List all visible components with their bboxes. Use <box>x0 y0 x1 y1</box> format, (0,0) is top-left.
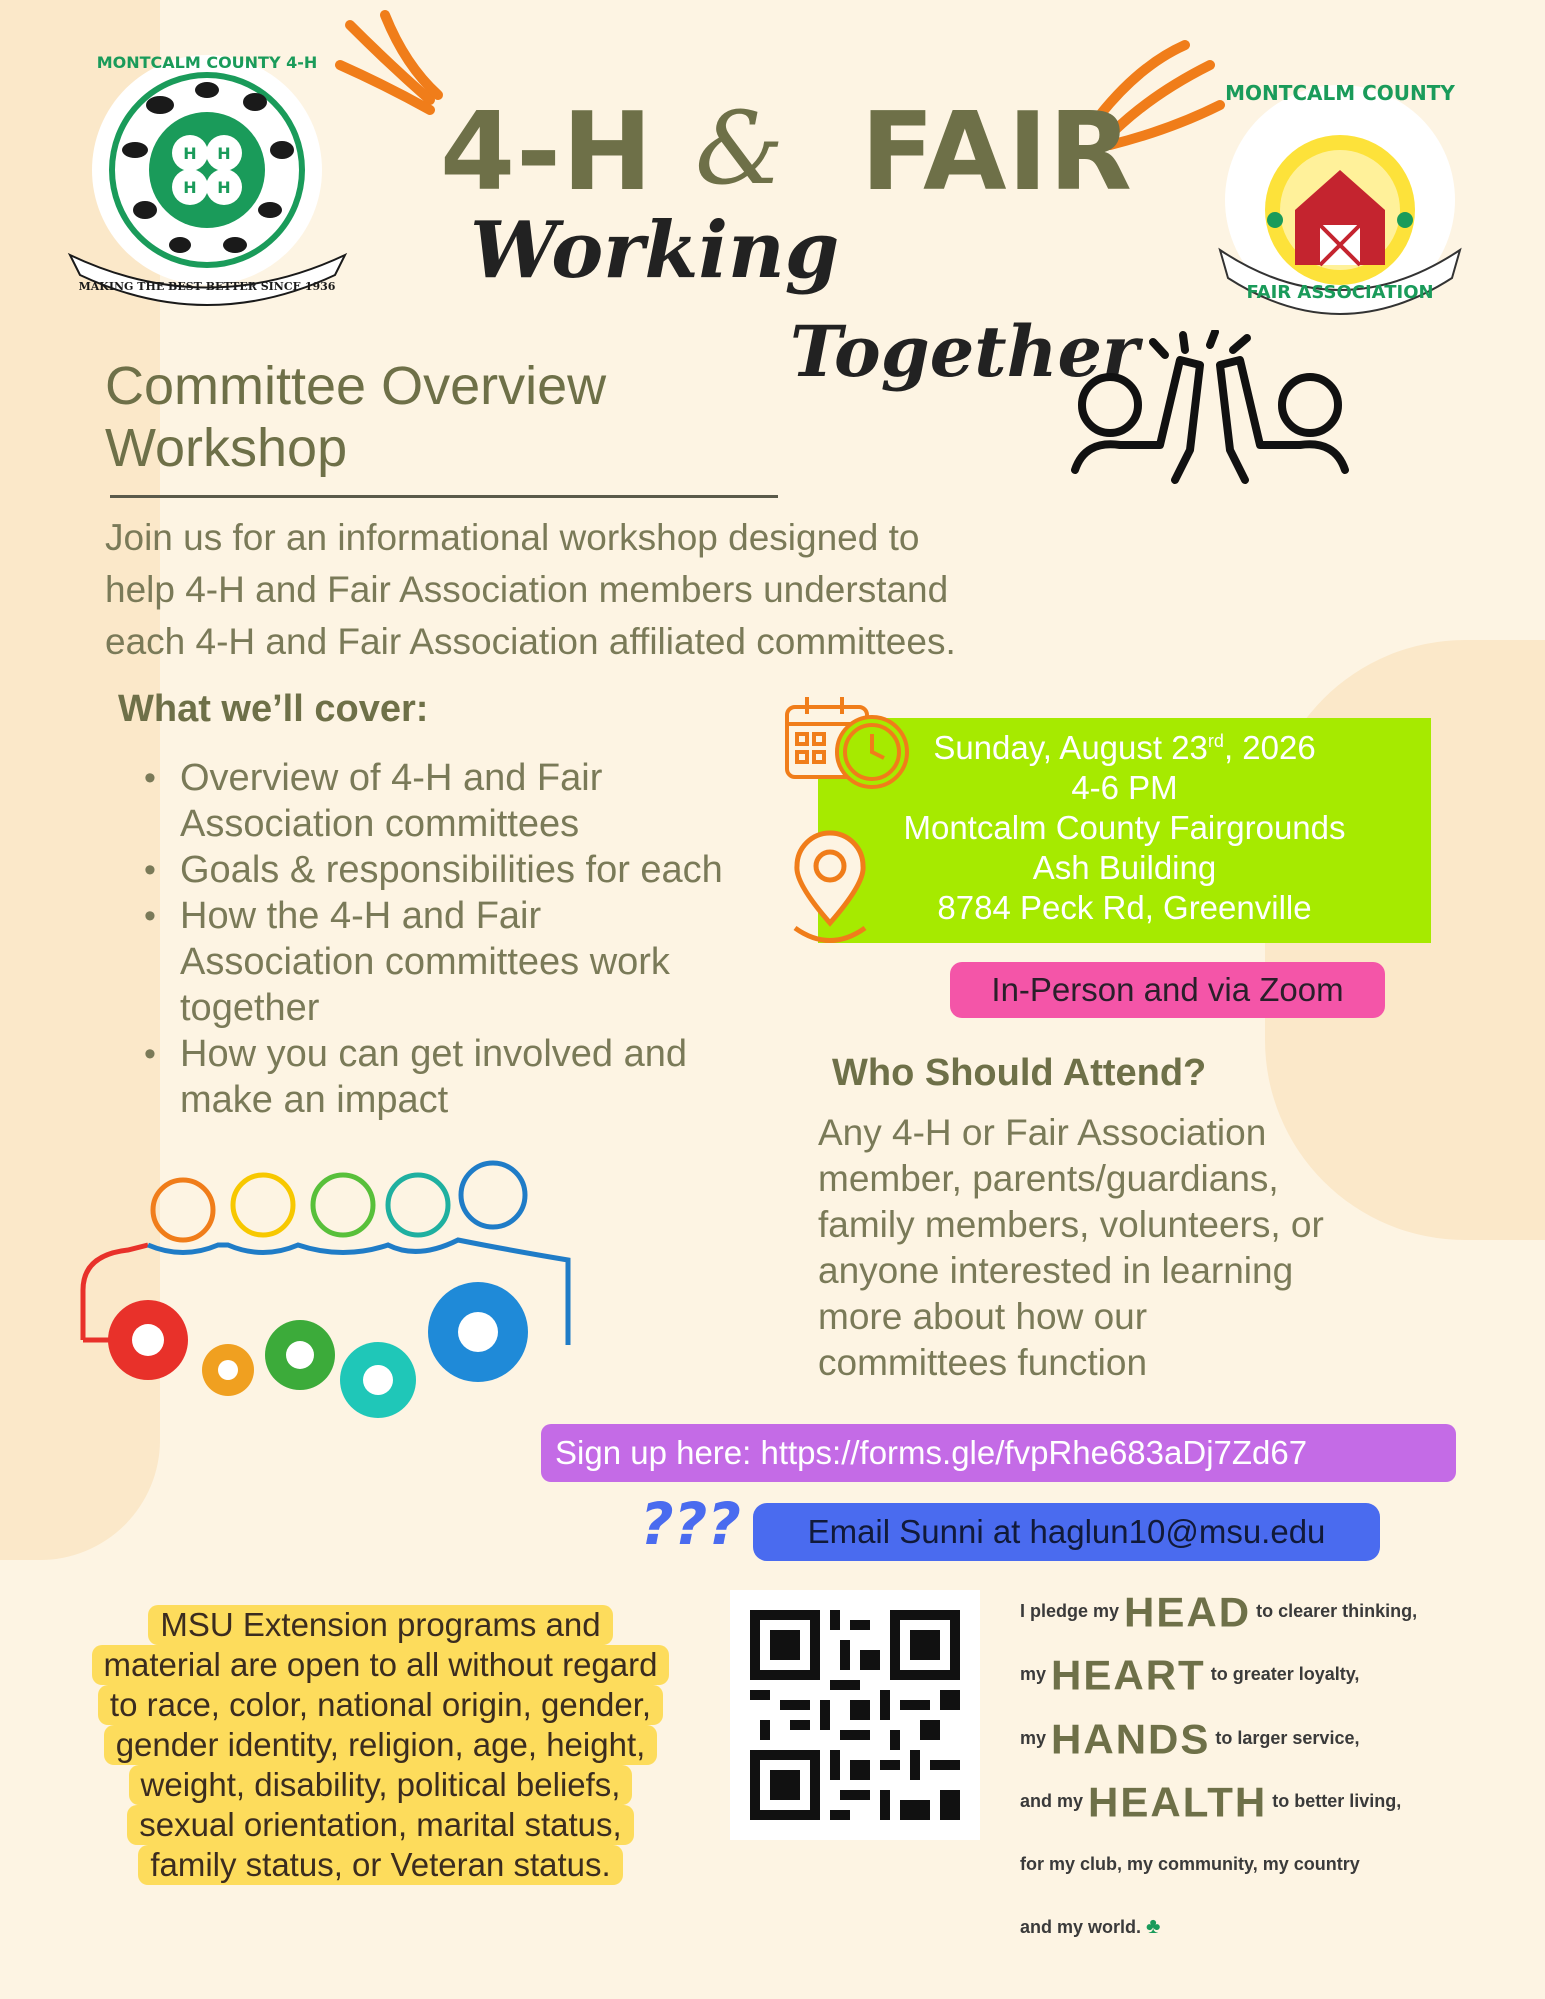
pledge-line: and my world. ♣ <box>1020 1913 1161 1938</box>
teamwork-gears-illustration <box>78 1150 578 1450</box>
logo-fair-ring-text: MONTCALM COUNTY <box>1225 81 1455 105</box>
question-marks-icon: ??? <box>640 1490 741 1558</box>
notice-line: MSU Extension programs and <box>148 1605 612 1645</box>
location-pin-icon <box>785 828 875 953</box>
event-date: Sunday, August 23rd, 2026 <box>933 729 1316 766</box>
logo-4h-ring-text: MONTCALM COUNTY 4-H <box>96 53 318 72</box>
list-item <box>140 847 800 893</box>
pledge-line: for my club, my community, my country <box>1020 1854 1360 1874</box>
attendance-mode-badge: In-Person and via Zoom <box>950 962 1385 1018</box>
calendar-clock-icon <box>782 692 912 792</box>
attend-line: more about how our <box>818 1296 1148 1337</box>
msu-nondiscrimination-notice <box>48 1605 713 1900</box>
logo-4h-banner-text: MAKING THE BEST BETTER SINCE 1936 <box>78 280 336 293</box>
qr-code-icon <box>730 1590 980 1840</box>
notice-line: family status, or Veteran status. <box>138 1845 622 1885</box>
pledge-line: my HEART to greater loyalty, <box>1020 1651 1360 1699</box>
title-ampersand: & <box>695 90 785 207</box>
workshop-title-line2: Workshop <box>105 418 348 478</box>
intro-line: Join us for an informational workshop designed to <box>105 517 920 558</box>
high-five-icon <box>1065 330 1355 520</box>
svg-text:H: H <box>217 178 231 197</box>
notice-line: weight, disability, political beliefs, <box>129 1765 633 1805</box>
title-divider <box>110 495 778 498</box>
email-contact-link[interactable]: Email Sunni at haglun10@msu.edu <box>753 1503 1380 1561</box>
attend-line: family members, volunteers, or <box>818 1204 1324 1245</box>
clover-icon: ♣ <box>1146 1913 1161 1938</box>
script-together: Together <box>790 310 1139 393</box>
notice-line: to race, color, national origin, gender, <box>98 1685 663 1725</box>
who-attend-text <box>818 1110 1458 1386</box>
list-item <box>140 893 800 1031</box>
title-fair: FAIR <box>860 90 1133 215</box>
intro-paragraph <box>105 512 1205 668</box>
svg-text:H: H <box>183 178 197 197</box>
list-item-line: make an impact <box>180 1079 449 1121</box>
logo-fair-banner-text: FAIR ASSOCIATION <box>1246 282 1434 303</box>
script-working: Working <box>470 205 840 296</box>
attend-line: Any 4-H or Fair Association <box>818 1112 1267 1153</box>
four-h-pledge <box>1020 1580 1520 1958</box>
event-venue: Montcalm County Fairgrounds <box>903 809 1346 846</box>
list-item-line: • How you can get involved and <box>180 1033 687 1075</box>
intro-line: help 4-H and Fair Association members understand <box>105 569 949 610</box>
list-item <box>140 755 800 847</box>
list-item-line: Association committees <box>180 803 580 845</box>
qr-code[interactable] <box>730 1590 980 1840</box>
intro-line: each 4-H and Fair Association affiliated committees. <box>105 621 956 662</box>
event-address: 8784 Peck Rd, Greenville <box>937 889 1312 926</box>
attend-line: anyone interested in learning <box>818 1250 1294 1291</box>
montcalm-4h-logo <box>50 40 365 310</box>
list-item-line: • Overview of 4-H and Fair <box>180 757 603 799</box>
fair-association-logo <box>1190 60 1490 340</box>
list-item-line: • How the 4-H and Fair <box>180 895 542 937</box>
sparkle-left-icon <box>330 5 450 125</box>
notice-line: material are open to all without regard <box>92 1645 670 1685</box>
notice-line: sexual orientation, marital status, <box>127 1805 633 1845</box>
pledge-line: I pledge my HEAD to clearer thinking, <box>1020 1588 1418 1636</box>
who-attend-heading: Who Should Attend? <box>832 1052 1207 1094</box>
attend-line: committees function <box>818 1342 1148 1383</box>
pledge-line: my HANDS to larger service, <box>1020 1714 1360 1762</box>
title-4h: 4-H <box>440 90 654 215</box>
list-item-line: • Goals & responsibilities for each <box>180 849 723 891</box>
list-item-line: Association committees work <box>180 941 670 983</box>
svg-text:H: H <box>217 144 231 163</box>
signup-link[interactable]: Sign up here: https://forms.gle/fvpRhe683aDj7Zd67 <box>541 1424 1456 1482</box>
pledge-line: and my HEALTH to better living, <box>1020 1778 1402 1825</box>
workshop-title-line1: Committee Overview <box>105 356 607 416</box>
workshop-title <box>105 355 805 479</box>
attend-line: member, parents/guardians, <box>818 1158 1279 1199</box>
cover-heading: What we’ll cover: <box>118 688 429 730</box>
event-time: 4-6 PM <box>1071 769 1178 806</box>
svg-text:H: H <box>183 144 197 163</box>
list-item <box>140 1031 800 1123</box>
notice-line: gender identity, religion, age, height, <box>104 1725 658 1765</box>
event-building: Ash Building <box>1032 849 1217 886</box>
cover-list <box>140 755 800 1123</box>
list-item-line: together <box>180 987 320 1029</box>
